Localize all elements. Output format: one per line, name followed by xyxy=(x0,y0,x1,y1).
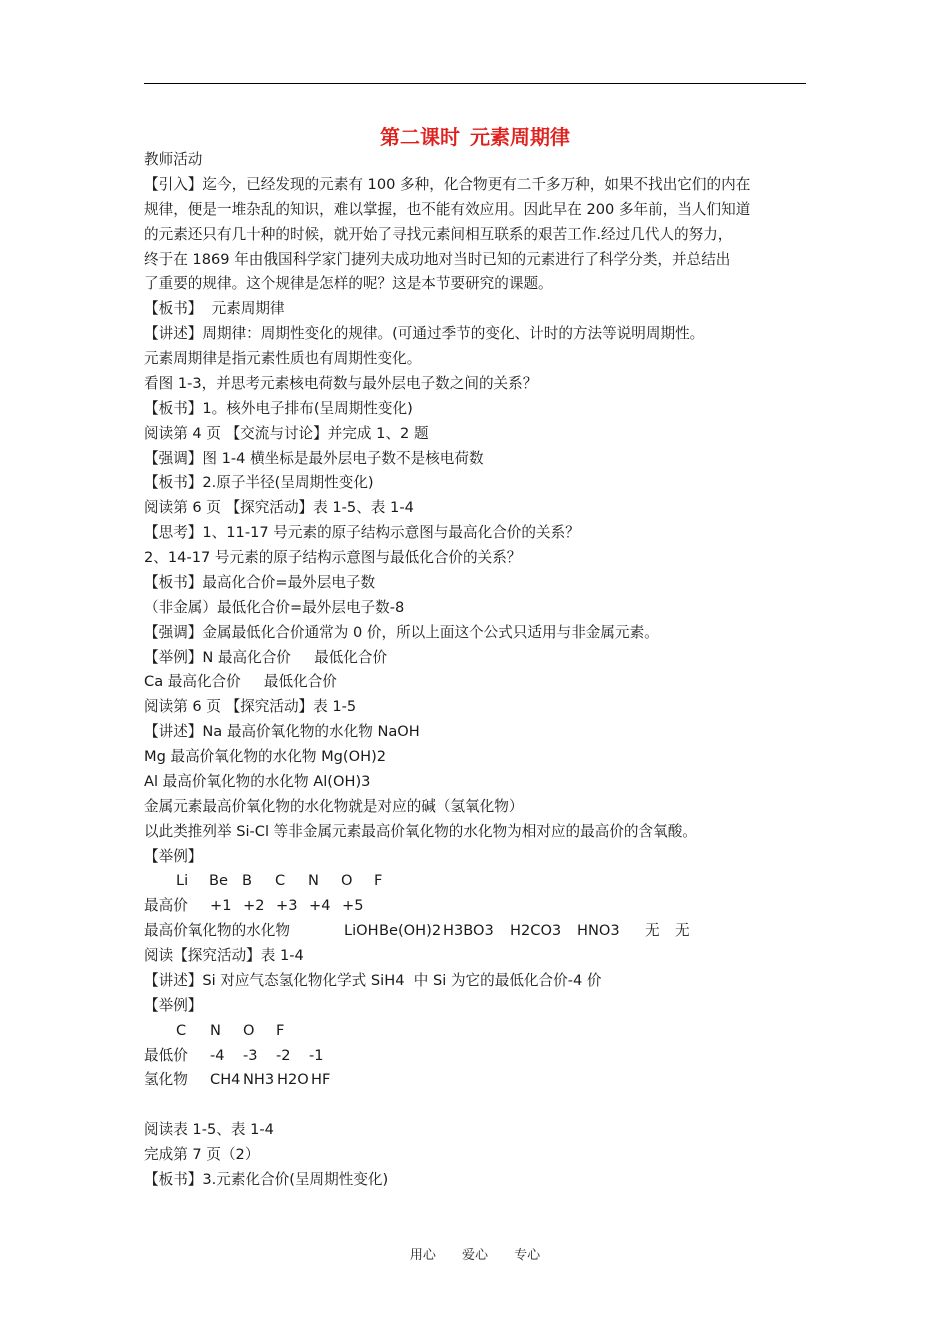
valence-cell: +3 xyxy=(276,897,298,915)
footer-word: 用心 xyxy=(409,1248,436,1263)
text-line: 【强调】金属最低化合价通常为 0 价，所以上面这个公式只适用与非金属元素。 xyxy=(144,623,659,641)
title-part-1: 第二课时 xyxy=(380,125,460,149)
valence-cell: +4 xyxy=(309,897,331,915)
element-cell: Be xyxy=(209,872,228,890)
footer-word: 专心 xyxy=(514,1248,541,1263)
text-line: 看图 1-3，并思考元素核电荷数与最外层电子数之间的关系？ xyxy=(144,374,538,392)
element-row xyxy=(144,869,814,894)
element-cell: F xyxy=(276,1021,285,1039)
text-block-3 xyxy=(144,1118,814,1193)
valence-cell: -3 xyxy=(243,1046,258,1064)
text-line: 【讲述】Si 对应气态氢化物化学式 SiH4 中 Si 为它的最低化合价-4 价 xyxy=(144,971,602,989)
hydrate-row xyxy=(144,919,814,944)
title-part-2: 元素周期律 xyxy=(470,125,570,149)
text-line: 金属元素最高价氧化物的水化物就是对应的碱（氢氧化物） xyxy=(144,797,524,815)
hydride-cell: CH4 xyxy=(210,1071,241,1089)
page-title xyxy=(0,123,950,151)
text-line: 【思考】1、11-17 号元素的原子结构示意图与最高化合价的关系？ xyxy=(144,524,580,542)
element-cell: O xyxy=(341,872,353,890)
hydrate-cell: 无 xyxy=(645,922,660,940)
blank-line xyxy=(144,1093,814,1118)
hydrate-cell: H3BO3 xyxy=(443,922,494,940)
page-footer xyxy=(0,1246,950,1266)
text-line: 阅读表 1-5、表 1-4 xyxy=(144,1121,274,1139)
text-line: Ca 最高化合价 最低化合价 xyxy=(144,673,337,691)
text-line: 【板书】2.原子半径(呈周期性变化) xyxy=(144,474,374,492)
text-line: 【板书】1。核外电子排布(呈周期性变化) xyxy=(144,399,413,417)
valence-cell: -4 xyxy=(210,1046,225,1064)
document-body xyxy=(144,148,814,1193)
element-cell: B xyxy=(242,872,253,890)
element-cell: N xyxy=(210,1021,221,1039)
valence-row xyxy=(144,1044,814,1069)
text-block-2 xyxy=(144,944,814,1019)
text-line: 规律，便是一堆杂乱的知识，难以掌握，也不能有效应用。因此早在 200 多年前，当人们知道 xyxy=(144,200,751,218)
text-line: 【讲述】周期律：周期性变化的规律。(可通过季节的变化、计时的方法等说明周期性。 xyxy=(144,325,705,343)
text-line: 元素周期律是指元素性质也有周期性变化。 xyxy=(144,350,422,367)
valence-cell: +5 xyxy=(342,897,364,915)
hydride-cell: HF xyxy=(311,1071,331,1089)
text-line: 的元素还只有几十种的时候，就开始了寻找元素间相互联系的艰苦工作.经过几代人的努力， xyxy=(144,225,733,243)
hydride-cell: NH3 xyxy=(243,1071,275,1089)
text-line: 阅读第 6 页 【探究活动】表 1-5、表 1-4 xyxy=(144,499,414,517)
valence-row xyxy=(144,894,814,919)
hydrate-cell: H2CO3 xyxy=(510,922,562,940)
text-line: 2、14-17 号元素的原子结构示意图与最低化合价的关系？ xyxy=(144,549,522,566)
element-cell: Li xyxy=(176,872,189,890)
text-line: 【举例】 xyxy=(144,996,203,1014)
text-line: 以此类推列举 Si-Cl 等非金属元素最高价氧化物的水化物为相对应的最高价的含氧酸。 xyxy=(144,822,697,840)
text-line: 【板书】最高化合价=最外层电子数 xyxy=(144,573,376,591)
hydrate-cell: 无 xyxy=(675,922,690,940)
hydride-cell: H2O xyxy=(277,1071,309,1089)
row-label: 最低价 xyxy=(144,1046,188,1064)
text-line: 阅读第 4 页 【交流与讨论】并完成 1、2 题 xyxy=(144,424,429,442)
valence-cell: -1 xyxy=(309,1046,324,1064)
hydride-row xyxy=(144,1068,814,1093)
text-line: 【强调】图 1-4 横坐标是最外层电子数不是核电荷数 xyxy=(144,449,484,467)
valence-cell: +2 xyxy=(243,897,265,915)
text-line: 了重要的规律。这个规律是怎样的呢？这是本节要研究的课题。 xyxy=(144,275,553,293)
highest-valence-table xyxy=(144,869,814,944)
text-line: （非金属）最低化合价=最外层电子数-8 xyxy=(144,598,405,616)
text-block-1 xyxy=(144,148,814,869)
text-line: 【讲述】Na 最高价氧化物的水化物 NaOH xyxy=(144,723,420,741)
text-line: 阅读第 6 页 【探究活动】表 1-5 xyxy=(144,698,357,716)
hydrate-cell: HNO3 xyxy=(577,922,620,940)
element-row xyxy=(144,1019,814,1044)
text-line: 【引入】迄今，已经发现的元素有 100 多种，化合物更有二千多万种，如果不找出它们的内在 xyxy=(144,175,751,193)
text-line: 【举例】 xyxy=(144,847,203,865)
text-line: 阅读【探究活动】表 1-4 xyxy=(144,947,304,964)
hydrate-cell: LiOH xyxy=(344,922,379,940)
text-line: 终于在 1869 年由俄国科学家门捷列夫成功地对当时已知的元素进行了科学分类，并总结出 xyxy=(144,250,731,268)
text-line: 教师活动 xyxy=(144,151,203,168)
lowest-valence-table xyxy=(144,1019,814,1094)
hydrate-cell: Be(OH)2 xyxy=(379,922,442,940)
element-cell: N xyxy=(308,872,319,890)
text-line: 【板书】 元素周期律 xyxy=(144,300,285,318)
text-line: Al 最高价氧化物的水化物 Al(OH)3 xyxy=(144,772,371,790)
valence-cell: +1 xyxy=(210,897,232,915)
element-cell: C xyxy=(176,1021,187,1039)
header-rule xyxy=(144,83,806,84)
valence-cell: -2 xyxy=(276,1046,291,1064)
element-cell: O xyxy=(243,1021,255,1039)
text-line: 完成第 7 页（2） xyxy=(144,1146,260,1163)
element-cell: F xyxy=(374,872,383,890)
row-label: 最高价 xyxy=(144,897,188,915)
row-label: 氢化物 xyxy=(144,1071,188,1089)
text-line: 【板书】3.元素化合价(呈周期性变化) xyxy=(144,1170,389,1188)
row-label: 最高价氧化物的水化物 xyxy=(144,922,290,940)
element-cell: C xyxy=(275,872,286,890)
text-line: Mg 最高价氧化物的水化物 Mg(OH)2 xyxy=(144,748,387,765)
text-line: 【举例】N 最高化合价 最低化合价 xyxy=(144,648,388,666)
footer-word: 爱心 xyxy=(461,1248,488,1263)
